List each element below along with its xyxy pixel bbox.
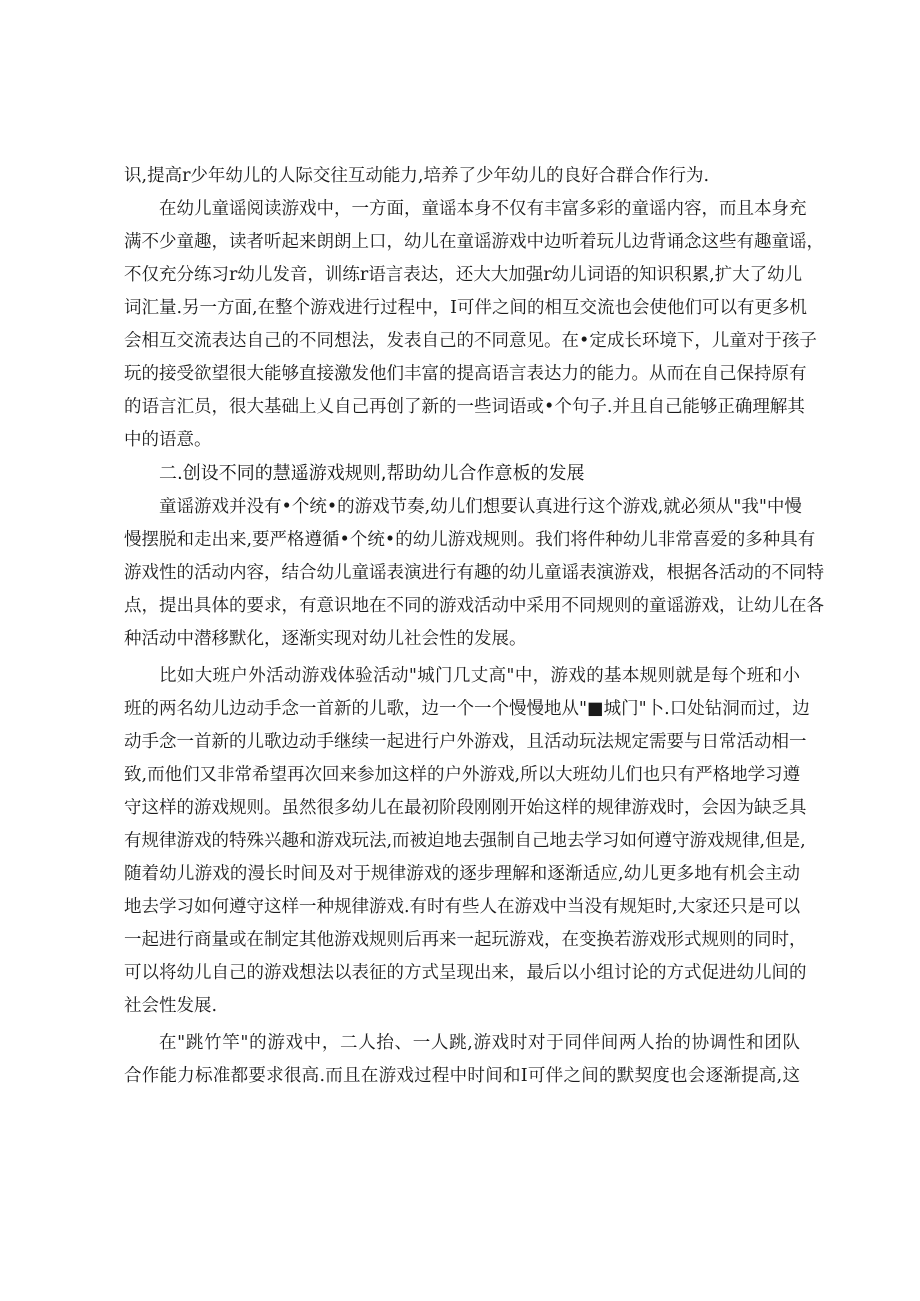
text-line: 词汇量.另一方面,在整个游戏进行过程中，I可伴之间的相互交流也会使他们可以有更多机 (124, 298, 808, 318)
paragraph-bamboo-dance-example (124, 1027, 800, 1093)
paragraph-nursery-rhyme-reading (124, 193, 824, 457)
text-line: 守这样的游戏规则。虽然很多幼儿在最初阶段刚刚开始这样的规律游戏时，会因为缺乏具 (124, 798, 807, 818)
text-line: 的语言汇员，很大基础上乂自己再创了新的一些词语或•个句子.并且自己能够正确理解其 (124, 397, 805, 417)
text-line: 地去学习如何遵守这样一种规律游戏.有时有些人在游戏中当没有规矩时,大家还只是可以 (124, 897, 801, 917)
text-line: 满不少童趣，读者听起来朗朗上口，幼儿在童谣游戏中边听着玩儿边背诵念这些有趣童谣， (124, 232, 824, 252)
text-line: 社会性发展. (124, 996, 218, 1016)
text-line: 慢摆脱和走出来,要严格遵循•个统•的幼儿游戏规则。我们将件种幼儿非常喜爱的多种具有 (124, 530, 816, 550)
document-page (124, 160, 824, 1093)
paragraph-continuation (124, 160, 800, 193)
text-line: 合作能力标准都要求很高.而且在游戏过程中时间和I可伴之间的默契度也会逐渐提高,这 (124, 1066, 800, 1086)
paragraph-city-gate-example (124, 660, 810, 1023)
text-line: 在幼儿童谣阅读游戏中，一方面，童谣本身不仅有丰富多彩的童谣内容，而且本身充 (159, 199, 807, 219)
text-line: 有规律游戏的特殊兴趣和游戏玩法,而被迫地去强制自己地去学习如何遵守游戏规律,但是, (124, 831, 806, 851)
text-line: 点，提出具体的要求，有意识地在不同的游戏活动中采用不同规则的童谣游戏，让幼儿在各 (124, 596, 824, 616)
text-line: 可以将幼儿自己的游戏想法以表征的方式呈现出来，最后以小组讨论的方式促进幼儿间的 (124, 963, 807, 983)
text-line: 一起进行商量或在制定其他游戏规则后再来一起玩游戏，在变换若游戏形式规则的同时， (124, 930, 807, 950)
text-line: 比如大班户外活动游戏体验活动"城门几丈高"中，游戏的基本规则就是每个班和小 (159, 666, 800, 686)
text-line: 不仅充分练习r幼儿发音，训练r语言表达，还大大加强r幼儿词语的知识积累,扩大了幼儿 (124, 265, 803, 285)
text-line: 在"跳竹竿"的游戏中，二人抬、一人跳,游戏时对于同伴间两人抬的协调性和团队 (159, 1033, 800, 1053)
paragraph-game-rules (124, 491, 824, 656)
text-line: 中的语意。 (124, 430, 212, 450)
text-line: 动手念一首新的儿歌边动手继续一起进行户外游戏，且活动玩法规定需要与日常活动相一 (124, 732, 807, 752)
text-line: 游戏性的活动内容，结合幼儿童谣表演进行有趣的幼儿童谣表演游戏，根据各活动的不同特 (124, 563, 824, 583)
text-line: 班的两名幼儿边动手念一首新的儿歌，边一个一个慢慢地从"■城门"卜.口处钻洞而过，边 (124, 699, 810, 719)
text-line: 致,而他们又非常希望再次回来参加这样的户外游戏,所以大班幼儿们也只有严格地学习遵 (124, 765, 801, 785)
text-line: 会相互交流表达自己的不同想法，发表自己的不同意见。在•定成长环境下，儿童对于孩子 (124, 331, 817, 351)
section-heading: 二.创设不同的慧遥游戏规则,帮助幼儿合作意板的发展 (159, 463, 585, 484)
text-line: 种活动中潜移默化，逐渐实现对幼儿社会性的发展。 (124, 629, 527, 649)
text-line: 识,提高r少年幼儿的人际交往互动能力,培养了少年幼儿的良好合群合作行为. (124, 166, 710, 186)
text-line: 随着幼儿游戏的漫长时间及对于规律游戏的逐步理解和逐渐适应,幼儿更多地有机会主动 (124, 864, 800, 884)
text-line: 童谣游戏并没有•个统•的游戏节奏,幼儿们想要认真进行这个游戏,就必须从"我"中慢 (159, 497, 802, 517)
text-line: 玩的接受欲望很大能够直接激发他们丰富的提高语言表达力的能力。从而在自己保持原有 (124, 364, 807, 384)
